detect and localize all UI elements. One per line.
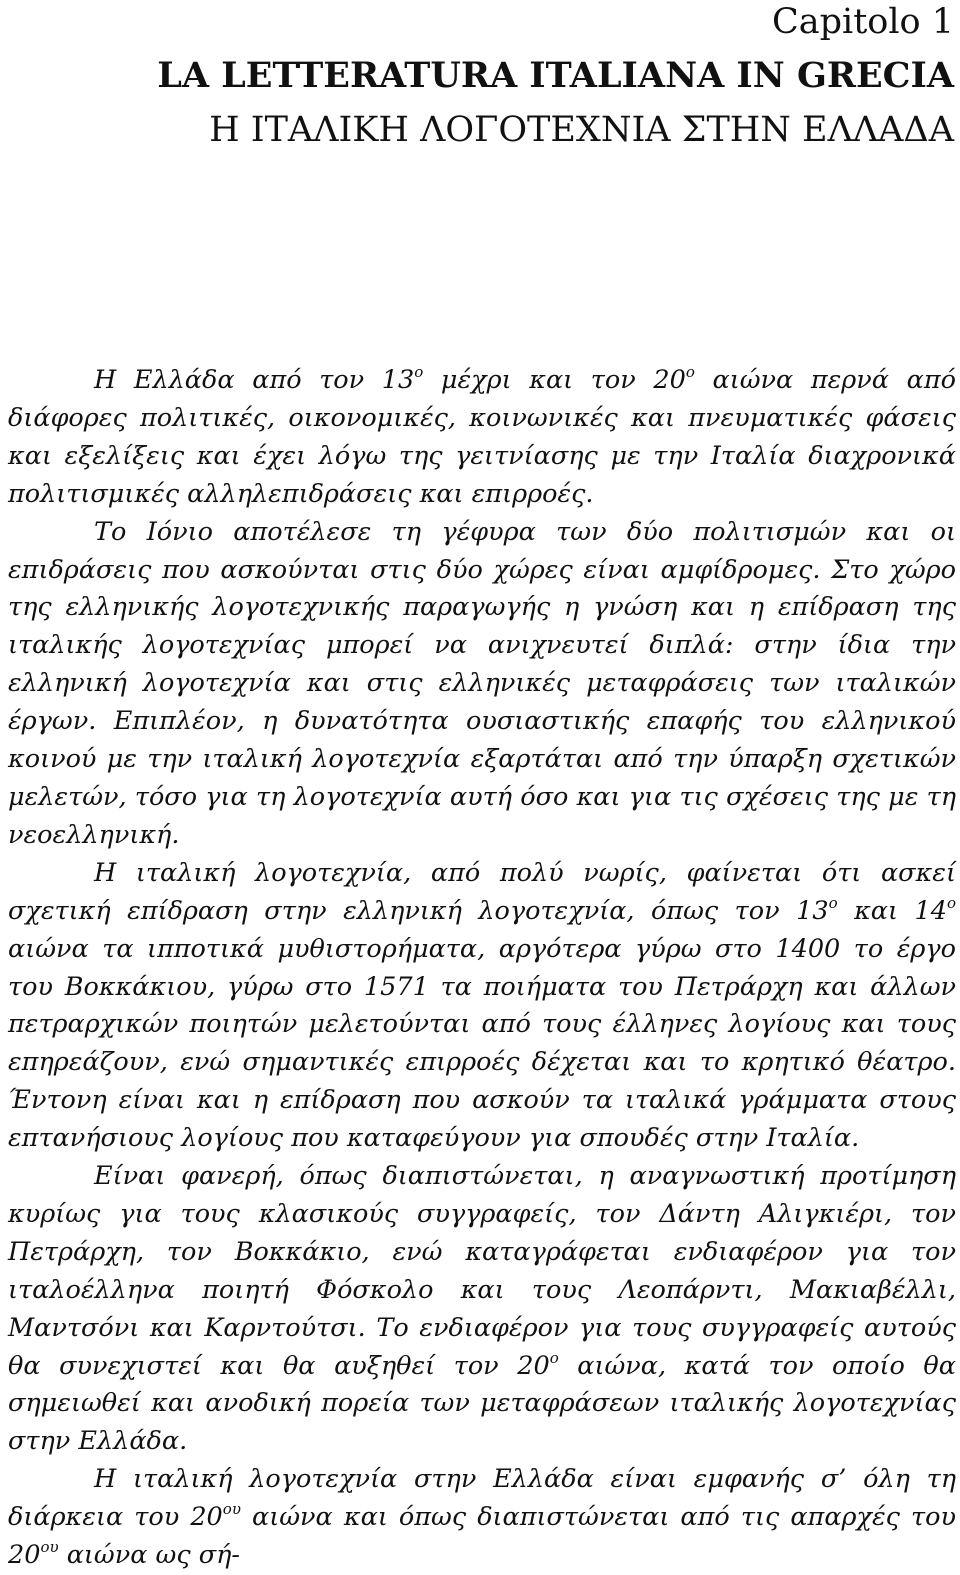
text-run: αιώνα τα ιπποτικά μυθιστορήματα, αργότερα γύρω στο 1400 το έργο του Βοκκάκιου, γύρω στο 1571 τα ποιήματα του Πετράρχη και άλλων πετραρχικών ποιητών μελετούνται από τους έλληνες λογίους και τους επηρεάζουν, ενώ σημαντικές επιρροές δέχεται και το κρητικό θέατρο. Έντονη είναι και η επίδραση που ασκούν τα ιταλικά γράμματα στους επτανήσιους λογίους που καταφεύγουν για σπουδές στην Ιταλία. [8,933,956,1154]
text-run: Το Ιόνιο αποτέλεσε τη γέφυρα των δύο πολιτισμών και οι επιδράσεις που ασκούνται στις δύο χώρες είναι αμφίδρομες. Στο χώρο της ελληνικής λογοτεχνικής παραγωγής η γνώση και η επίδραση της ιταλικής λογοτεχνίας μπορεί να ανιχνευτεί διπλά: στην ίδια την ελληνική λογοτεχνία και στις ελληνικές μεταφράσεις των ιταλικών έργων. Επιπλέον, η δυνατότητα ουσιαστικής επαφής του ελληνικού κοινού με την ιταλική λογοτεχνία εξαρτάται από την ύπαρξη σχετικών μελετών, τόσο για τη λογοτεχνία αυτή όσο και για τις σχέσεις της με τη νεοελληνική. [8,516,956,850]
chapter-label: Capitolo 1 [771,2,954,42]
text-run: Είναι φανερή, όπως διαπιστώνεται, η αναγνωστική προτίμηση κυρίως για τους κλασικούς συγγραφείς, τον Δάντη Αλιγκιέρι, τον Πετράρχη, τον Βοκκάκιο, ενώ καταγράφεται ενδιαφέρον για τον ιταλοέλληνα ποιητή Φόσκολο και τους Λεοπάρντι, Μακιαβέλλι, Μαντσόνι και Καρντούτσι. Το ενδιαφέρον για τους συγγραφείς αυτούς θα συνεχιστεί και θα αυξηθεί τον 20 [8,1161,956,1381]
ordinal-superscript: ο [549,1348,559,1367]
text-run: Η ιταλική λογοτεχνία, από πολύ νωρίς, φαίνεται ότι ασκεί σχετική επίδραση στην ελληνική λογοτεχνία, όπως τον 13 [8,857,956,926]
paragraph [8,514,956,855]
text-run: αιώνα, κατά τον οποίο θα σημειωθεί και ανοδική πορεία των μεταφράσεων ιταλικής λογοτεχνίας στην Ελλάδα. [8,1350,956,1457]
chapter-title: LA LETTERATURA ITALIANA IN GRECIA [157,55,954,96]
paragraph [8,1461,956,1575]
ordinal-superscript: ο [946,893,956,912]
paragraph [8,855,956,1158]
ordinal-superscript: ο [828,893,838,912]
ordinal-superscript: ου [40,1538,59,1557]
text-run: Η Ελλάδα από τον 13 [94,365,415,395]
text-run: αιώνα περνά από διάφορες πολιτικές, οικονομικές, κοινωνικές και πνευματικές φάσεις και εξελίξεις και έχει λόγω της γειτνίασης με την Ιταλία διαχρονικά πολιτισμικές αλληλεπιδράσεις και επιρροές. [8,365,956,509]
ordinal-superscript: ου [222,1500,241,1519]
ordinal-superscript: ο [685,363,695,381]
paragraph [8,1158,956,1461]
ordinal-superscript: ο [414,363,424,381]
body-text [8,362,956,1575]
text-run: μέχρι και τον 20 [423,365,686,395]
chapter-subtitle: Η ΙΤΑΛΙΚΗ ΛΟΓΟΤΕΧΝΙΑ ΣΤΗΝ ΕΛΛΑΔΑ [209,110,954,150]
paragraph [8,362,956,514]
text-run: αιώνα και όπως διαπιστώνεται από τις απαρχές του 20 [8,1502,957,1571]
text-run: Η ιταλική λογοτεχνία στην Ελλάδα είναι εμφανής σ’ όλη τη διάρκεια του 20 [8,1464,956,1533]
text-run: και 14 [837,895,947,926]
text-run: αιώνα ως σή- [58,1540,241,1571]
